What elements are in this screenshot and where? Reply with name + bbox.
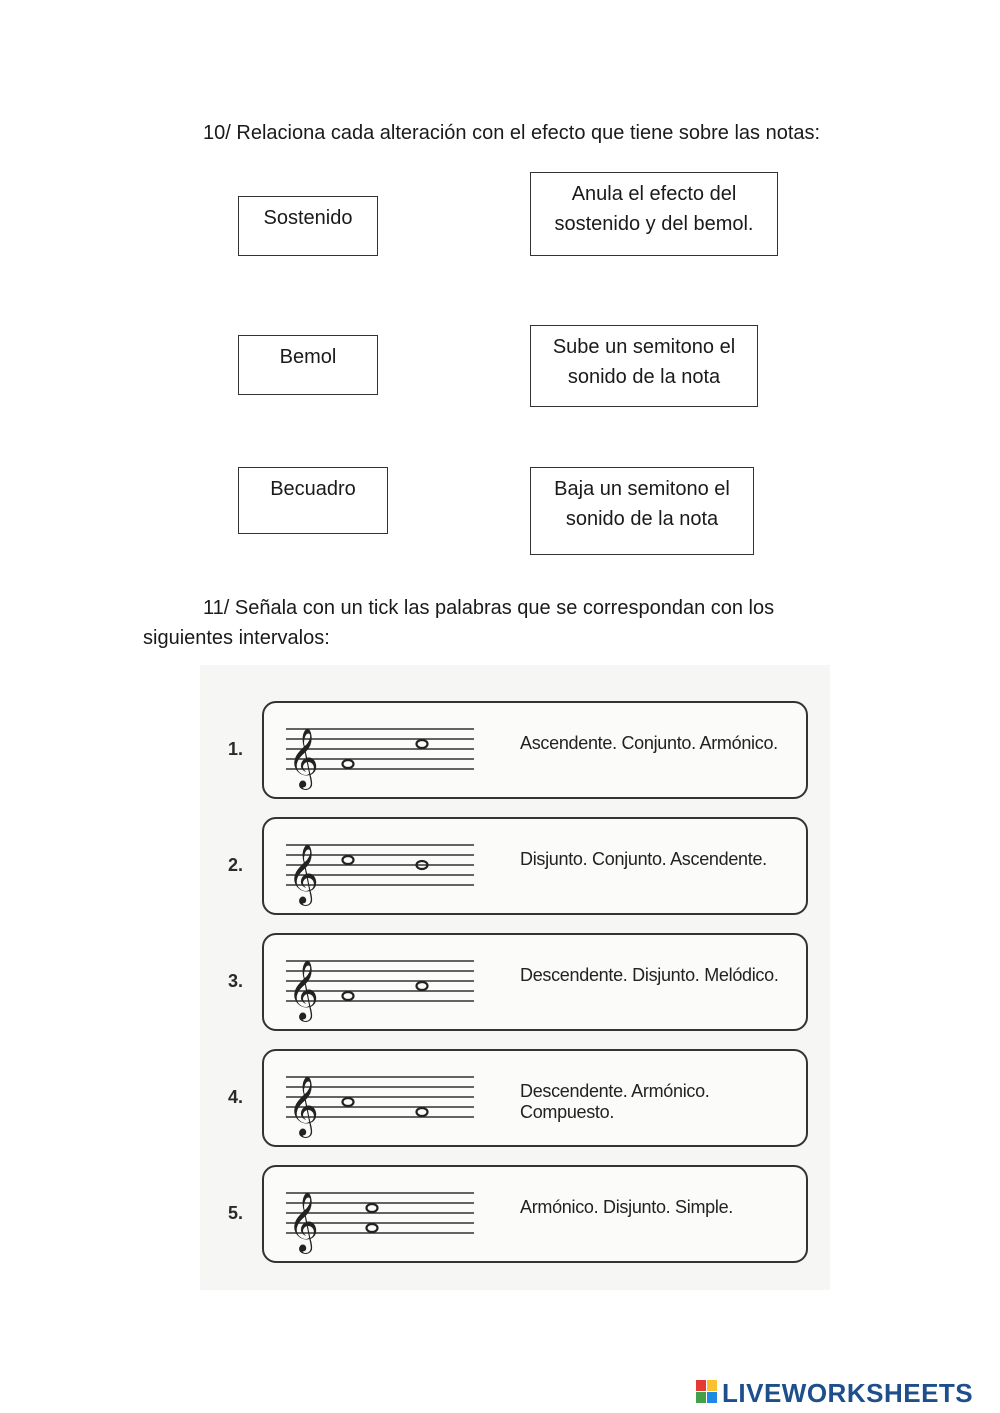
interval-frame[interactable] <box>262 817 808 915</box>
effect-box-baja[interactable] <box>530 467 754 555</box>
interval-number: 2. <box>228 855 244 875</box>
treble-clef-icon: 𝄞 <box>288 728 319 788</box>
note-icon <box>417 740 428 748</box>
interval-options[interactable]: Armónico. Disjunto. Simple. <box>520 1197 733 1217</box>
question-11-number: 11/ <box>203 597 230 619</box>
liveworksheets-logo <box>696 1378 996 1408</box>
interval-number: 1. <box>228 739 244 759</box>
effect-box-sube[interactable] <box>530 325 758 407</box>
interval-options[interactable]: Disjunto. Conjunto. Ascendente. <box>520 849 767 869</box>
effect-label: Baja un semitono el sonido de la nota <box>554 478 730 530</box>
interval-item-4 <box>200 1049 830 1149</box>
intervals-scan <box>200 665 830 1290</box>
treble-clef-icon: 𝄞 <box>288 960 319 1020</box>
interval-number: 5. <box>228 1203 244 1223</box>
interval-frame[interactable] <box>262 1049 808 1147</box>
brand-name: LIVEWORKSHEETS <box>722 1378 974 1408</box>
interval-item-3 <box>200 933 830 1033</box>
treble-clef-icon: 𝄞 <box>288 1192 319 1252</box>
note-icon <box>343 992 354 1000</box>
alteration-box-bemol[interactable] <box>238 335 378 395</box>
music-staff-icon <box>286 837 474 907</box>
liveworksheets-badge-icon <box>696 1380 718 1404</box>
question-11-prompt: Señala con un tick las palabras que se correspondan con los siguientes intervalos: <box>143 597 775 649</box>
alteration-box-sostenido[interactable] <box>238 196 378 256</box>
alteration-box-becuadro[interactable] <box>238 467 388 534</box>
alteration-label: Sostenido <box>263 207 353 229</box>
interval-item-5 <box>200 1165 830 1265</box>
effect-label: Anula el efecto del sostenido y del bemol. <box>554 183 754 235</box>
interval-frame[interactable] <box>262 1165 808 1263</box>
question-10-text <box>143 118 856 148</box>
music-staff-icon <box>286 721 474 791</box>
interval-item-1 <box>200 701 830 801</box>
interval-frame[interactable] <box>262 933 808 1031</box>
note-icon <box>343 856 354 864</box>
note-icon <box>343 760 354 768</box>
interval-options[interactable]: Descendente. Disjunto. Melódico. <box>520 965 779 985</box>
music-staff-icon <box>286 1069 474 1139</box>
music-staff-icon <box>286 1185 474 1255</box>
interval-number: 3. <box>228 971 244 991</box>
music-staff-icon <box>286 953 474 1023</box>
note-icon <box>417 1108 428 1116</box>
interval-number: 4. <box>228 1087 244 1107</box>
note-icon <box>367 1204 378 1212</box>
note-icon <box>367 1224 378 1232</box>
question-10-prompt: Relaciona cada alteración con el efecto que tiene sobre las notas: <box>236 122 821 144</box>
effect-label: Sube un semitono el sonido de la nota <box>552 336 736 388</box>
treble-clef-icon: 𝄞 <box>288 1076 319 1136</box>
effect-box-anula[interactable] <box>530 172 778 256</box>
alteration-label: Bemol <box>279 346 337 368</box>
question-10-number: 10/ <box>203 122 231 144</box>
note-icon <box>343 1098 354 1106</box>
treble-clef-icon: 𝄞 <box>288 844 319 904</box>
interval-frame[interactable] <box>262 701 808 799</box>
question-11-text <box>143 593 823 653</box>
interval-item-2 <box>200 817 830 917</box>
interval-options[interactable]: Descendente. Armónico. Compuesto. <box>520 1081 710 1122</box>
interval-options[interactable]: Ascendente. Conjunto. Armónico. <box>520 733 778 753</box>
alteration-label: Becuadro <box>270 478 356 500</box>
note-icon <box>417 982 428 990</box>
